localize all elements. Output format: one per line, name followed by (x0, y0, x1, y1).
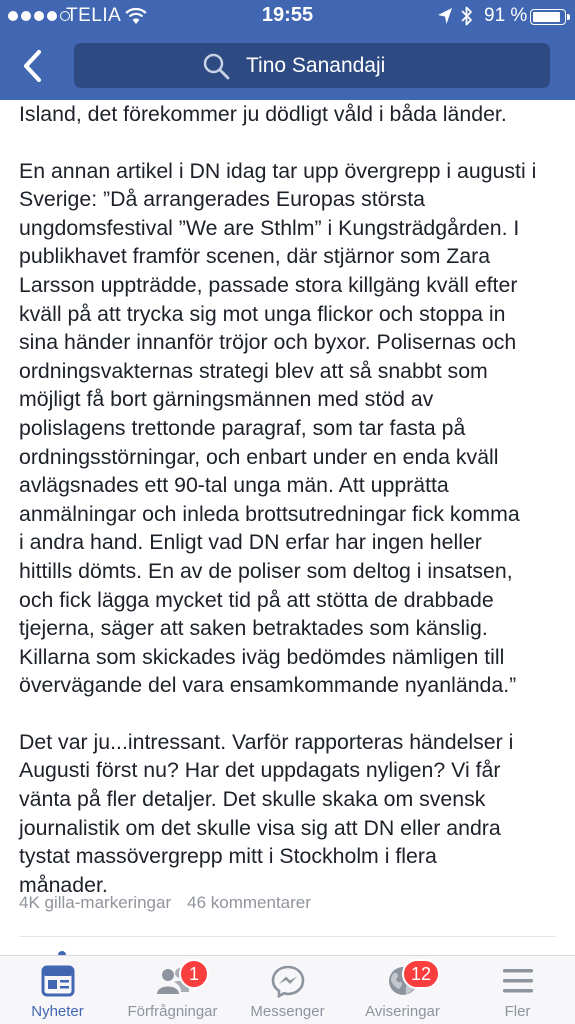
battery-percent: 91 % (484, 5, 528, 26)
status-time: 19:55 (261, 4, 314, 26)
news-feed-icon (40, 964, 76, 998)
post-reactions-summary (19, 893, 311, 913)
tab-label: Aviseringar (365, 1003, 440, 1020)
divider (19, 936, 556, 937)
top-navigation-bar (0, 0, 575, 100)
comments-count[interactable]: 46 kommentarer (187, 893, 311, 912)
battery-icon (530, 9, 566, 25)
tab-notifications[interactable] (345, 956, 460, 1024)
tab-news-feed[interactable] (0, 956, 115, 1024)
bottom-tab-bar (0, 955, 575, 1024)
bluetooth-icon (460, 5, 474, 27)
tab-messenger[interactable] (230, 956, 345, 1024)
post-paragraph: En annan artikel i DN idag tar upp övergrepp i augusti i Sverige: ”Då arrangerades Europas största ungdomsfestival ”We are Sthlm” i Kungsträdgården. I publikhavet framför scenen, där stjärnor som Zara Larsson uppträdde, passade stora killgäng kväll efter kväll på att trycka sig mot unga flickor och stoppa in sina händer innanför tröjor och byxor. Polisernas och ordningsvakternas strategi blev att så snabbt som möjligt få bort gärningsmännen med stöd av polislagens trettonde paragraf, som tar fasta på ordningsstörningar, och enbart under en enda kväll avlägsnades ett 90-tal unga män. Att upprätta anmälningar och inleda brottsutredningar fick komma i andra hand. Enligt vad DN erfar har ingen heller hittills dömts. En av de poliser som deltog i insatsen, och fick lägga mycket tid på att stötta de drabbade tjejerna, säger att saken betraktades som känslig. Killarna som skickades iväg bedömdes nämligen till övervägande del vara ensamkommande nyanlända.” (19, 158, 537, 698)
tab-label: Nyheter (31, 1003, 84, 1020)
likes-count[interactable]: 4K gilla-markeringar (19, 893, 172, 912)
search-query-text[interactable]: Tino Sanandaji (246, 54, 386, 77)
tab-label: Förfrågningar (127, 1003, 218, 1020)
requests-badge: 1 (179, 959, 209, 989)
search-icon (202, 52, 230, 80)
status-bar (0, 0, 575, 32)
search-bar[interactable] (74, 43, 550, 88)
tab-more[interactable] (460, 956, 575, 1024)
notifications-badge: 12 (402, 959, 440, 989)
menu-icon (500, 964, 536, 998)
tab-label: Messenger (250, 1003, 325, 1020)
post-paragraph: Det var ju...intressant. Varför rapporteras händelser i Augusti först nu? Har det uppdagats nyligen? Vi får vänta på fler detaljer. Det skulle skaka om svensk journalistik om det skulle visa sig att DN eller andra tystat massövergrepp mitt i Stockholm i flera månader. (19, 729, 514, 897)
back-chevron-icon[interactable] (18, 48, 48, 84)
carrier-name: TELIA (66, 5, 122, 26)
messenger-icon (270, 964, 306, 998)
post-paragraph: Island, det förekommer ju dödligt våld i båda länder. (19, 102, 507, 126)
tab-label: Fler (504, 1003, 531, 1020)
tab-friend-requests[interactable] (115, 956, 230, 1024)
location-arrow-icon (437, 7, 453, 25)
post-text (19, 100, 564, 899)
